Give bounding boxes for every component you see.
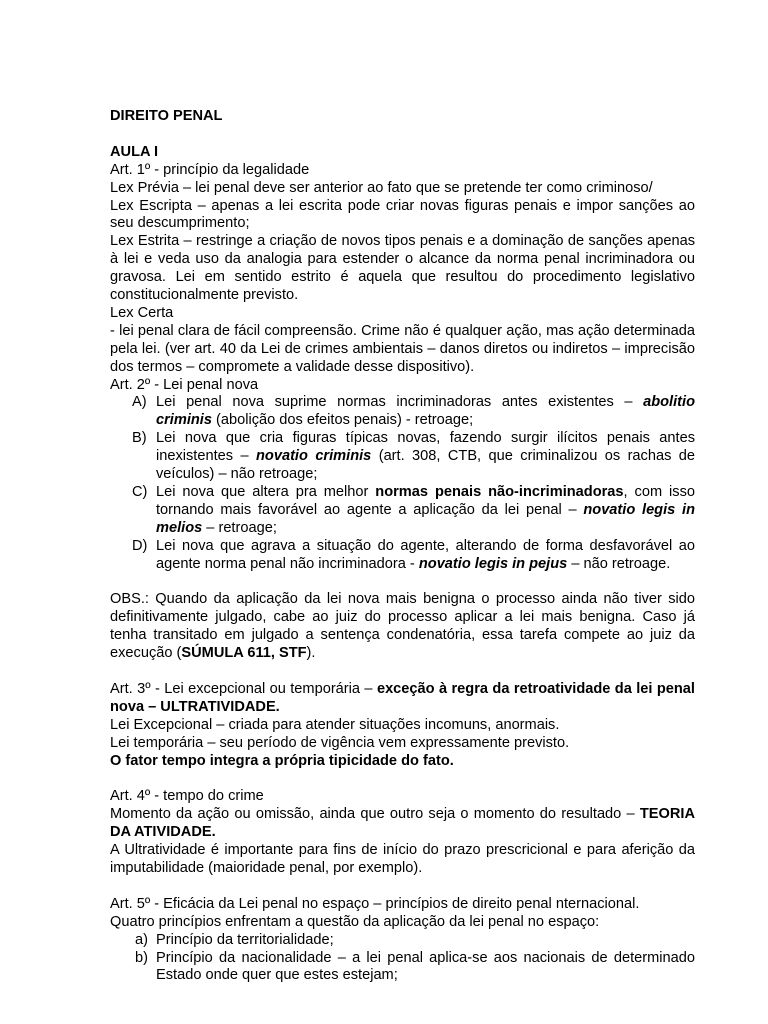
list-item: D) Lei nova que agrava a situação do agente, alterando de forma desfavorável ao agente norma penal não incriminadora - novatio legis in pejus – não retroage. bbox=[132, 537, 695, 572]
lex-escripta-text: Lex Escripta – apenas a lei escrita pode criar novas figuras penais e impor sanções ao seu descumprimento; bbox=[110, 197, 695, 232]
obs-paragraph: OBS.: Quando da aplicação da lei nova mais benigna o processo ainda não tiver sido definitivamente julgado, cabe ao juiz do processo aplicar a lei mais benigna. Caso já tenha transitado em julgado a sentença condenatória, essa tarefa compete ao juiz da execução (SÚMULA 611, STF). bbox=[110, 591, 695, 662]
document-page bbox=[110, 108, 695, 985]
art5-intro: Quatro princípios enfrentam a questão da aplicação da lei penal no espaço: bbox=[110, 913, 600, 930]
list-item: C) Lei nova que altera pra melhor normas penais não-incriminadoras, com isso tornando mais favorável ao agente a aplicação da lei penal – novatio legis in melios – retroage; bbox=[132, 484, 696, 536]
art2-list bbox=[110, 394, 695, 573]
list-marker: C) bbox=[132, 484, 148, 501]
list-marker: a) bbox=[135, 931, 148, 948]
list-marker: B) bbox=[132, 430, 147, 447]
lex-certa-heading: Lex Certa bbox=[110, 304, 174, 321]
list-item: A) Lei penal nova suprime normas incriminadoras antes existentes – abolitio criminis (abolição dos efeitos penais) - retroage; bbox=[132, 394, 695, 429]
aula-heading: AULA I bbox=[110, 143, 159, 160]
fator-tempo-text: O fator tempo integra a própria tipicidade do fato. bbox=[110, 752, 454, 769]
art2-heading: Art. 2º - Lei penal nova bbox=[110, 376, 259, 393]
lei-temporaria-text: Lei temporária – seu período de vigência vem expressamente previsto. bbox=[110, 734, 570, 751]
art5-heading: Art. 5º - Eficácia da Lei penal no espaço – princípios de direito penal nternacional. bbox=[110, 895, 640, 912]
lex-previa-text: Lex Prévia – lei penal deve ser anterior ao fato que se pretende ter como criminoso/ bbox=[110, 179, 653, 196]
art3-heading: Art. 3º - Lei excepcional ou temporária – exceção à regra da retroatividade da lei penal nova – ULTRATIVIDADE. bbox=[110, 680, 695, 715]
list-item: b) Princípio da nacionalidade – a lei penal aplica-se aos nacionais de determinado Estado onde quer que estes estejam; bbox=[135, 949, 695, 984]
lex-certa-text: - lei penal clara de fácil compreensão. Crime não é qualquer ação, mas ação determinada pela lei. (ver art. 40 da Lei de crimes ambientais – danos diretos ou indiretos – imprecisão dos termos – compromete a validade desse dispositivo). bbox=[110, 322, 695, 375]
art1-heading: Art. 1º - princípio da legalidade bbox=[110, 161, 310, 178]
lei-excepcional-text: Lei Excepcional – criada para atender situações incomuns, anormais. bbox=[110, 716, 560, 733]
list-item: B) Lei nova que cria figuras típicas novas, fazendo surgir ilícitos penais antes inexistentes – novatio criminis (art. 308, CTB, que criminalizou os rachas de veículos) – não retroage; bbox=[132, 430, 696, 483]
art4-heading: Art. 4º - tempo do crime bbox=[110, 788, 264, 805]
document-title: DIREITO PENAL bbox=[110, 108, 223, 124]
list-marker: b) bbox=[135, 949, 148, 966]
list-item: a) Princípio da territorialidade; bbox=[135, 931, 334, 948]
art5-list bbox=[110, 932, 695, 986]
momento-text: Momento da ação ou omissão, ainda que outro seja o momento do resultado – TEORIA DA ATIVIDADE. bbox=[110, 806, 695, 841]
list-marker: D) bbox=[132, 537, 148, 554]
list-marker: A) bbox=[132, 394, 147, 411]
ultratividade-text: A Ultratividade é importante para fins de início do prazo prescricional e para aferição da imputabilidade (maioridade penal, por exemplo). bbox=[110, 842, 695, 876]
lex-estrita-text: Lex Estrita – restringe a criação de novos tipos penais e a dominação de sanções apenas à lei e veda uso da analogia para estender o alcance da norma penal incriminadora ou gravosa. Lei em sentido estrito é aquela que resultou do procedimento legislativo constitucionalmente previsto. bbox=[110, 233, 695, 304]
